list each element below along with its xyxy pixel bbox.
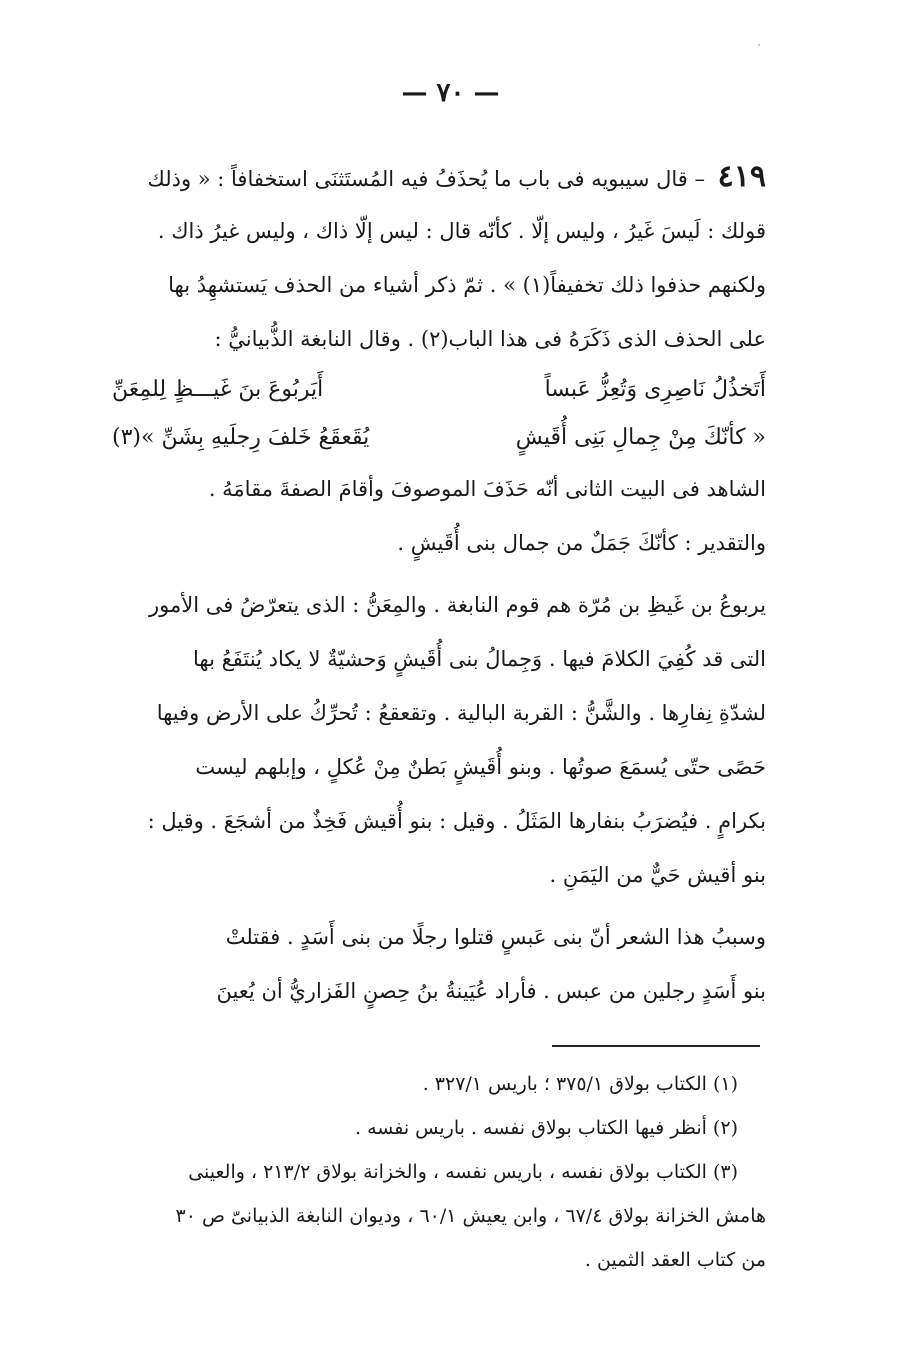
main-text — [112, 150, 766, 1018]
paper-speck — [758, 44, 760, 46]
footnotes — [100, 1062, 766, 1282]
footnote-1: (١) الكتاب بولاق ٣٧٥/١ ؛ باريس ٣٢٧/١ . — [422, 1073, 738, 1095]
entry-first-line — [112, 150, 766, 204]
verse-1 — [112, 366, 766, 414]
entry-number: ٤١٩ — [717, 159, 766, 194]
para3-line-0: وسببُ هذا الشعر أنّ بنى عَبسٍ قتلوا رجلًا من بنى أَسَدٍ . فقتلتْ — [225, 925, 766, 949]
entry-line-1: قولك : لَيسَ غَيرُ ، وليس إلّا . كأنّه قال : ليس إلّا ذاك ، وليس غيرُ ذاك . — [157, 219, 766, 243]
para2-line-2: لشدّةِ نِفارِها . والشَّنُّ : القربة البالية . وتقعقعُ : تُحرِّكُ على الأرض وفيها — [156, 701, 766, 725]
para2-line-0: يربوعُ بن غَيظِ بن مُرّة هم قوم النابغة . والمِعَنُّ : الذى يتعرّضُ فى الأمور — [149, 593, 766, 617]
paragraph-gap — [112, 902, 766, 910]
footnote-3-cont-1: هامش الخزانة بولاق ٦٧/٤ ، وابن يعيش ٦٠/١ ، وديوان النابغة الذبيانىّ ص ٣٠ — [175, 1205, 766, 1227]
verse-2 — [112, 414, 766, 462]
verse-2-second-hemistich: يُقَعقَعُ خَلفَ رِجلَيهِ بِشَنِّ »(٣) — [112, 425, 370, 450]
entry-line-2: ولكنهم حذفوا ذلك تخفيفاً(١) » . ثمّ ذكر أشياء من الحذف يَستشهِدُ بها — [168, 273, 766, 297]
verse-2-first-hemistich: « كأنّكَ مِنْ جِمالِ بَنِى أُقَيشٍ — [515, 425, 766, 450]
para3-line-1: بنو أَسَدٍ رجلين من عبس . فأراد عُيَينةُ بنُ حِصنٍ الفَزاريُّ أن يُعينَ — [216, 979, 766, 1003]
para2-line-4: بكرامٍ . فيُضرَبُ بنفارها المَثَلُ . وقيل : بنو أُقيش فَخِذٌ من أشجَعَ . وقيل : — [147, 809, 766, 833]
footnote-3-cont-2: من كتاب العقد الثمين . — [584, 1249, 766, 1271]
verse-1-second-hemistich: أَيَربُوعَ بنَ غَيـــظٍ لِلمِعَنِّ — [112, 377, 324, 402]
footnote-2: (٢) أنظر فيها الكتاب بولاق نفسه . باريس نفسه . — [355, 1117, 738, 1139]
verse-1-first-hemistich: أَتَخذُلُ نَاصِرِى وَتُعِزُّ عَبساً — [544, 377, 766, 402]
para2-line-1: التى قد كُفِيَ الكلامَ فيها . وَجِمالُ بنى أُقَيشٍ وَحشيّةٌ لا يكاد يُنتَفَعُ بها — [193, 647, 766, 671]
para2-line-3: حَصًى حتّى يُسمَعَ صوتُها . وبنو أُقَيشٍ بَطنٌ مِنْ عُكلٍ ، وإبلهم ليست — [195, 755, 766, 779]
entry-line-3: على الحذف الذى ذَكَرَهُ فى هذا الباب(٢) . وقال النابغة الذُّبيانيُّ : — [214, 327, 766, 351]
page-number: — ٧٠ — — [401, 78, 500, 108]
para2-line-5: بنو أقيش حَيٌّ من اليَمَنِ . — [549, 863, 766, 887]
paragraph-gap — [112, 570, 766, 578]
footnote-3: (٣) الكتاب بولاق نفسه ، باريس نفسه ، والخزانة بولاق ٢١٣/٢ ، والعينى — [188, 1161, 738, 1183]
entry-line-0: – قال سيبويه فى باب ما يُحذَفُ فيه المُستَثنَى استخفافاً : « وذلك — [147, 167, 705, 191]
after-verse-line-1: والتقدير : كأنّكَ جَمَلٌ من جمال بنى أُقَيشٍ . — [397, 531, 766, 555]
after-verse-line-0: الشاهد فى البيت الثانى أنّه حَذَفَ الموصوفَ وأقامَ الصفةَ مقامَهُ . — [208, 477, 766, 501]
footnote-divider — [552, 1045, 760, 1047]
